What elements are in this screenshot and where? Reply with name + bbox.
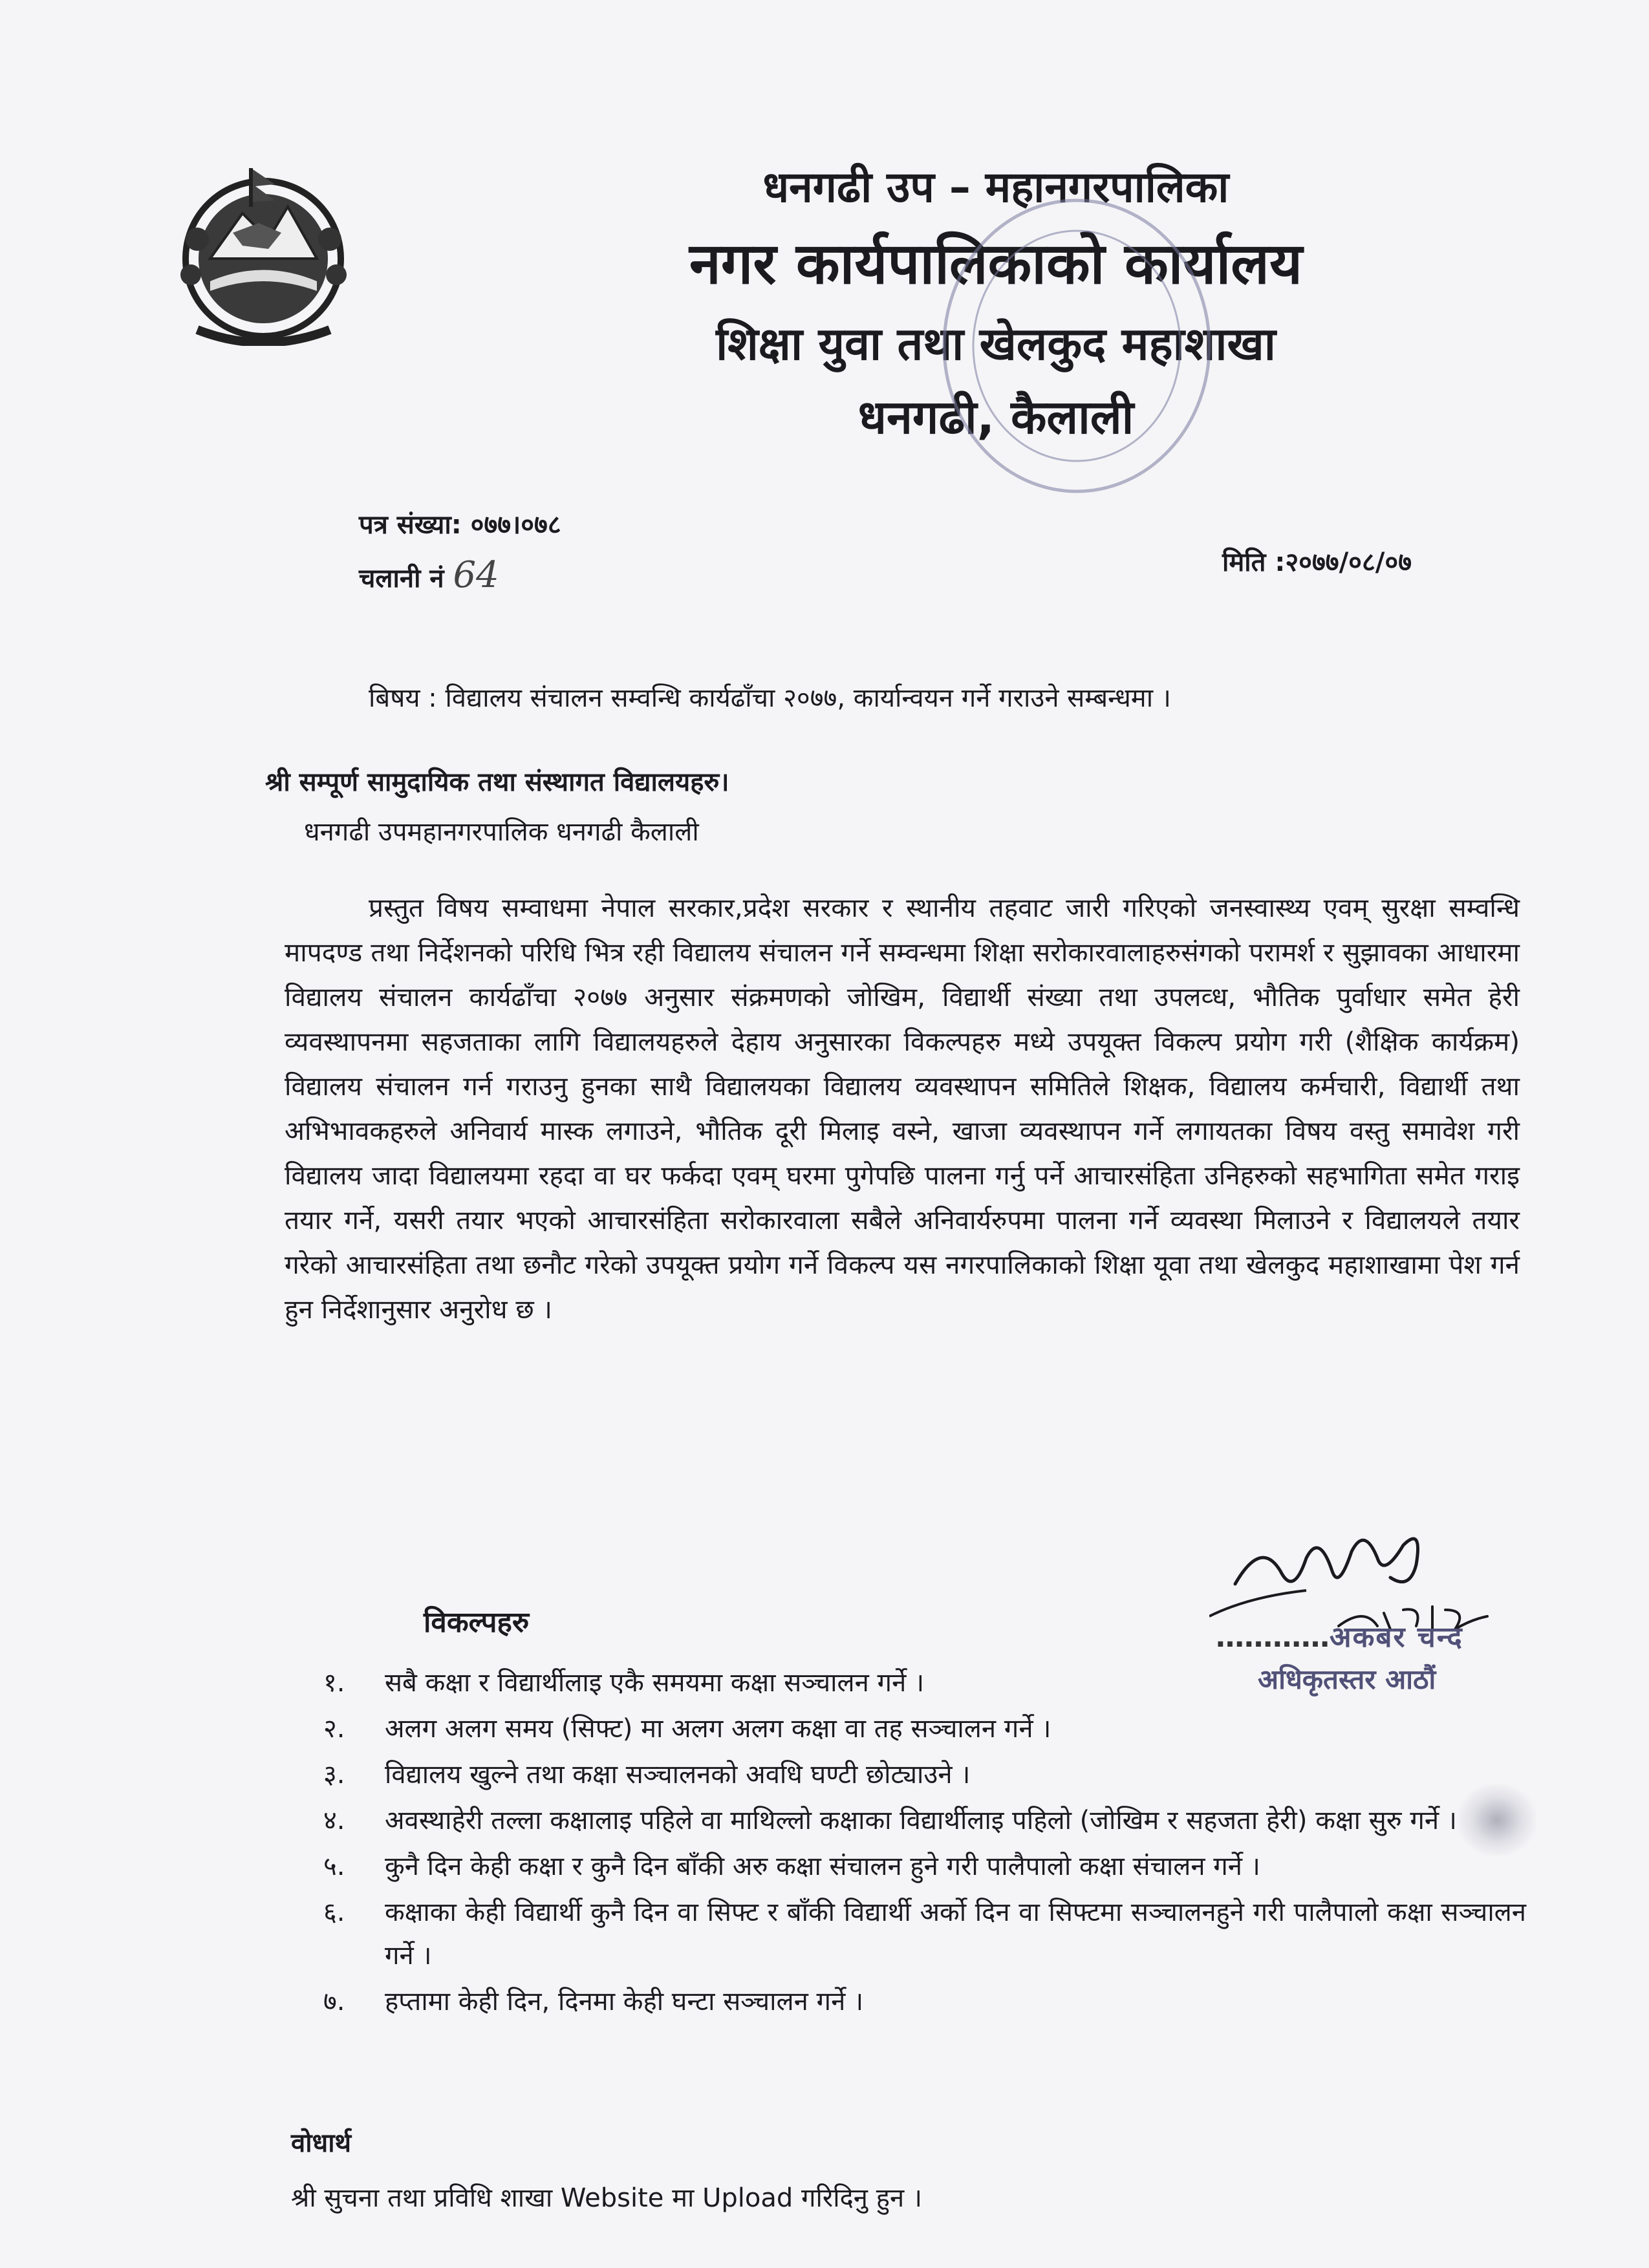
cc-heading: वोधार्थ	[291, 2128, 352, 2158]
option-text: विद्यालय खुल्ने तथा कक्षा सञ्चालनको अवधि घण्टी छोट्याउने ।	[385, 1760, 971, 1790]
letter-number	[359, 506, 561, 544]
division-name: शिक्षा युवा तथा खेलकुद महाशाखा	[716, 317, 1276, 370]
subject-line	[369, 676, 1171, 721]
letter-date	[1222, 543, 1412, 582]
addressee-location: धनगढी उपमहानगरपालिक धनगढी कैलाली	[304, 817, 699, 847]
option-number: १.	[323, 1668, 345, 1698]
office-stamp	[934, 194, 1219, 498]
option-text: कक्षाका केही विद्यार्थी कुनै दिन वा सिफ्ट र बाँकी विद्यार्थी अर्को दिन वा सिफ्टमा सञ्चालनहुने गरी पालैपालो कक्षा सञ्चालन गर्ने ।	[385, 1898, 1526, 1971]
date-value: २०७७/०८/०७	[1285, 548, 1412, 577]
option-number: ४.	[323, 1806, 345, 1835]
option-item	[323, 1753, 1526, 1797]
subject-text: विद्यालय संचालन सम्वन्धि कार्यढाँचा २०७७, कार्यान्वयन गर्ने गराउने सम्बन्धमा ।	[445, 683, 1171, 713]
option-item	[323, 1980, 1526, 2024]
option-number: ७.	[323, 1987, 345, 2017]
letter-body: प्रस्तुत विषय सम्वाधमा नेपाल सरकार,प्रदेश सरकार र स्थानीय तहवाट जारी गरिएको जनस्वास्थ्य एवम् सुरक्षा सम्वन्धि मापदण्ड तथा निर्देशनको परिधि भित्र रही विद्यालय संचालन गर्ने सम्वन्धमा शिक्षा सरोकारवालाहरुसंगको परामर्श र सुझावका आधारमा विद्यालय संचालन कार्यढाँचा २०७७ अनुसार संक्रमणको जोखिम, विद्यार्थी संख्या तथा उपलव्ध, भौतिक पुर्वाधार समेत हेरी व्यवस्थापनमा सहजताका लागि विद्यालयहरुले देहाय अनुसारका विकल्पहरु मध्ये उपयूक्त विकल्प प्रयोग गरी (शैक्षिक कार्यक्रम) विद्यालय संचालन गर्न गराउनु हुनका साथै विद्यालयका विद्यालय व्यवस्थापन समितिले शिक्षक, विद्यालय कर्मचारी, विद्यार्थी तथा अभिभावकहरुले अनिवार्य मास्क लगाउने, भौतिक दूरी मिलाइ वस्ने, खाजा व्यवस्थापन गर्ने लगायतका विषय वस्तु समावेश गरी विद्यालय जादा विद्यालयमा रहदा वा घर फर्कदा एवम् घरमा पुगेपछि पालना गर्नु पर्ने आचारसंहिता उनिहरुको सहभागिता समेत गराइ तयार गर्ने, यसरी तयार भएको आचारसंहिता सरोकारवाला सबैले अनिवार्यरुपमा पालना गर्ने व्यवस्था मिलाउने र विद्यालयले तयार गरेको आचारसंहिता तथा छनौट गरेको उपयूक्त प्रयोग गर्ने विकल्प यस नगरपालिकाको शिक्षा यूवा तथा खेलकुद महाशाखामा पेश गर्न हुन निर्देशानुसार अनुरोध छ ।	[285, 892, 1520, 1325]
letter-number-label: पत्र संख्या:	[359, 510, 462, 540]
option-text: अलग अलग समय (सिफ्ट) मा अलग अलग कक्षा वा तह सञ्चालन गर्ने ।	[385, 1714, 1051, 1744]
option-item	[323, 1662, 1526, 1705]
option-item	[323, 1891, 1526, 1978]
signatory-name-text: अकबर चन्द	[1330, 1621, 1463, 1654]
dispatch-number	[359, 556, 499, 598]
option-text: हप्तामा केही दिन, दिनमा केही घन्टा सञ्चालन गर्ने ।	[385, 1987, 864, 2017]
option-number: ३.	[323, 1760, 345, 1790]
dispatch-number-label: चलानी नं	[359, 564, 444, 594]
options-heading: विकल्पहरु	[424, 1606, 530, 1639]
cc-text: श्री सुचना तथा प्रविधि शाखा Website मा Upload गरिदिनु हुन ।	[291, 2183, 923, 2213]
office-location: धनगढी, कैलाली	[857, 390, 1134, 444]
option-number: ५.	[323, 1852, 345, 1881]
date-label: मिति :	[1222, 548, 1286, 577]
option-number: ६.	[323, 1898, 345, 1927]
option-text: अवस्थाहेरी तल्ला कक्षालाइ पहिले वा माथिल्लो कक्षाका विद्यार्थीलाइ पहिलो (जोखिम र सहजता हेरी) कक्षा सुरु गर्ने ।	[385, 1806, 1457, 1835]
options-list	[323, 1662, 1526, 2026]
addressee: श्री सम्पूर्ण सामुदायिक तथा संस्थागत विद्यालयहरु।	[265, 767, 729, 797]
signatory-name: …………अकबर चन्द	[1216, 1621, 1463, 1654]
ink-smudge	[1458, 1784, 1536, 1856]
option-item	[323, 1707, 1526, 1751]
office-name: नगर कार्यपालिकाको कार्यालय	[689, 230, 1302, 297]
municipality-name: धनगढी उप – महानगरपालिका	[762, 162, 1229, 212]
subject-label: बिषय :	[369, 683, 437, 713]
signatory-title: अधिकृतस्तर आठौं	[1258, 1664, 1436, 1695]
option-text: कुनै दिन केही कक्षा र कुनै दिन बाँकी अरु कक्षा संचालन हुने गरी पालैपालो कक्षा संचालन गर्ने ।	[385, 1852, 1260, 1881]
option-text: सबै कक्षा र विद्यार्थीलाइ एकै समयमा कक्षा सञ्चालन गर्ने ।	[385, 1668, 925, 1698]
option-number: २.	[323, 1714, 345, 1744]
letter-number-value: ०७७।०७८	[470, 510, 561, 540]
dispatch-number-value: 64	[453, 554, 499, 596]
nepal-emblem-logo	[171, 162, 356, 346]
option-item	[323, 1799, 1526, 1843]
option-item	[323, 1845, 1526, 1888]
